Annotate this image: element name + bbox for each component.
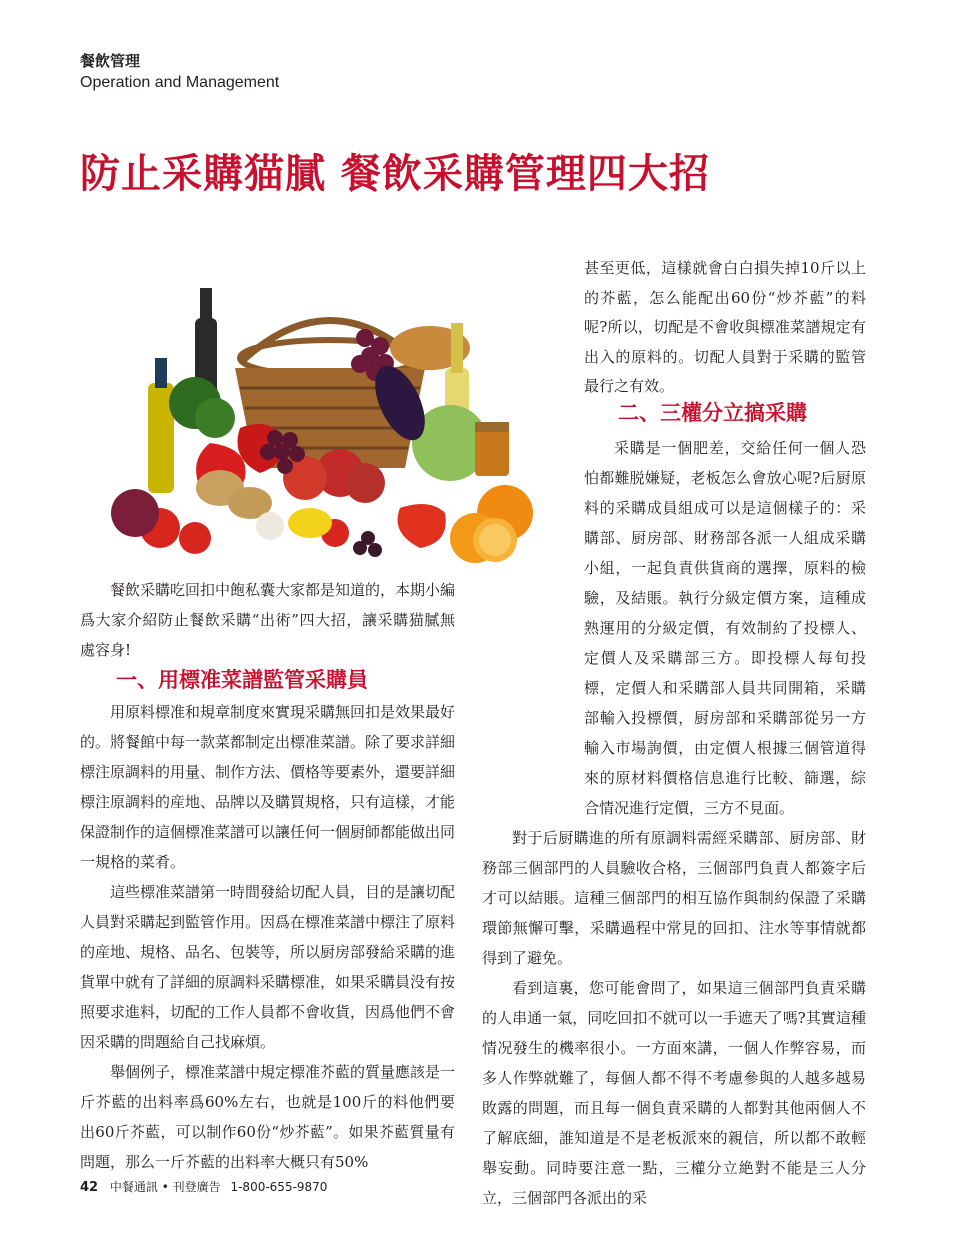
section2-paragraph-2: 對于后厨購進的所有原調料需經采購部、厨房部、財務部三個部門的人員驗收合格，三個部門負責人都簽字后才可以結賬。這種三個部門的相互協作與制約保證了采購環節無懈可擊，采購過程中常見的回扣、注水等事情就都得到了避免。 (482, 829, 866, 967)
section1-paragraph-2: 這些標准菜譜第一時間發給切配人員，目的是讓切配人員對采購起到監管作用。因爲在標准菜譜中標注了原料的産地、規格、品名、包裝等，所以厨房部發給采購的進貨單中就有了詳細的原調料采購標准，如果采購員没有按照要求進料，切配的工作人員都不會收貨，因爲他們不會因采購的問題給自己找麻煩。 (80, 883, 456, 1051)
section-label-zh: 餐飲管理 (80, 52, 141, 70)
publication-name: 中餐通訊 • 刊登廣告 (109, 1180, 221, 1194)
section2-paragraph-3: 看到這裏，您可能會問了，如果這三個部門負責采購的人串通一氣，同吃回扣不就可以一手遮天了嗎?其實這種情况發生的機率很小。一方面來講，一個人作弊容易，而多人作弊就難了，每個人都不得不考慮參與的人越多越易敗露的問題，而且每一個負責采購的人都對其他兩個人不了解底細，誰知道是不是老板派來的親信，所以都不敢輕舉妄動。同時要注意一點，三權分立絶對不能是三人分立，三個部門各派出的采 (482, 979, 866, 1207)
right-text-column (482, 433, 866, 1213)
page-footer (80, 1178, 327, 1195)
continued-paragraph: 甚至更低，這樣就會白白損失掉10斤以上的芥藍，怎么能配出60份“炒芥藍”的料呢?所以，切配是不會收與標准菜譜規定有出入的原料的。切配人員對于采購的監管最行之有效。 (584, 259, 866, 395)
article-title: 防止采購猫膩 餐飲采購管理四大招 (80, 150, 710, 197)
section2-paragraph-1: 采購是一個肥差，交給任何一個人恐怕都難脱嫌疑，老板怎么會放心呢?后厨原料的采購成員組成可以是這個樣子的：采購部、厨房部、財務部各派一人組成采購小組，一起負責供貨商的選擇，原料的檢驗，及結賬。執行分級定價方案，這種成熟運用的分級定價，有效制約了投標人、定價人及采購部三方。即投標人每旬投標，定價人和采購部人員共同開箱，采購部輸入投標價，厨房部和采購部從另一方輸入市場詢價，由定價人根據三個管道得來的原材料價格信息進行比較、篩選，綜合情况進行定價，三方不見面。 (584, 439, 866, 817)
section-label-en: Operation and Management (80, 74, 280, 91)
section1-paragraph-1: 用原料標准和規章制度來實現采購無回扣是效果最好的。將餐館中每一款菜都制定出標准菜譜。除了要求詳細標注原調料的用量、制作方法、價格等要素外，還要詳細標注原調料的産地、品牌以及購買規格，只有這樣，才能保證制作的這個標准菜譜可以讓任何一個厨師都能做出同一規格的菜肴。 (80, 703, 456, 871)
page-number: 42 (80, 1180, 99, 1195)
section2-heading: 二、三權分立搞采購 (618, 401, 807, 425)
continued-text-column (584, 254, 866, 402)
intro-paragraph: 餐飲采購吃回扣中飽私囊大家都是知道的，本期小編爲大家介紹防止餐飲采購“出術”四大招，讓采購猫膩無處容身! (80, 581, 456, 659)
section1-paragraph-3: 舉個例子，標准菜譜中規定標准芥藍的質量應該是一斤芥藍的出料率爲60%左右，也就是100斤的料他們要出60斤芥藍，可以制作60份“炒芥藍”。如果芥藍質量有問題，那么一斤芥藍的出料率大概只有50% (80, 1063, 456, 1171)
section1-heading: 一、用標准菜譜監管采購員 (116, 668, 368, 692)
phone-number: 1-800-655-9870 (230, 1180, 328, 1194)
